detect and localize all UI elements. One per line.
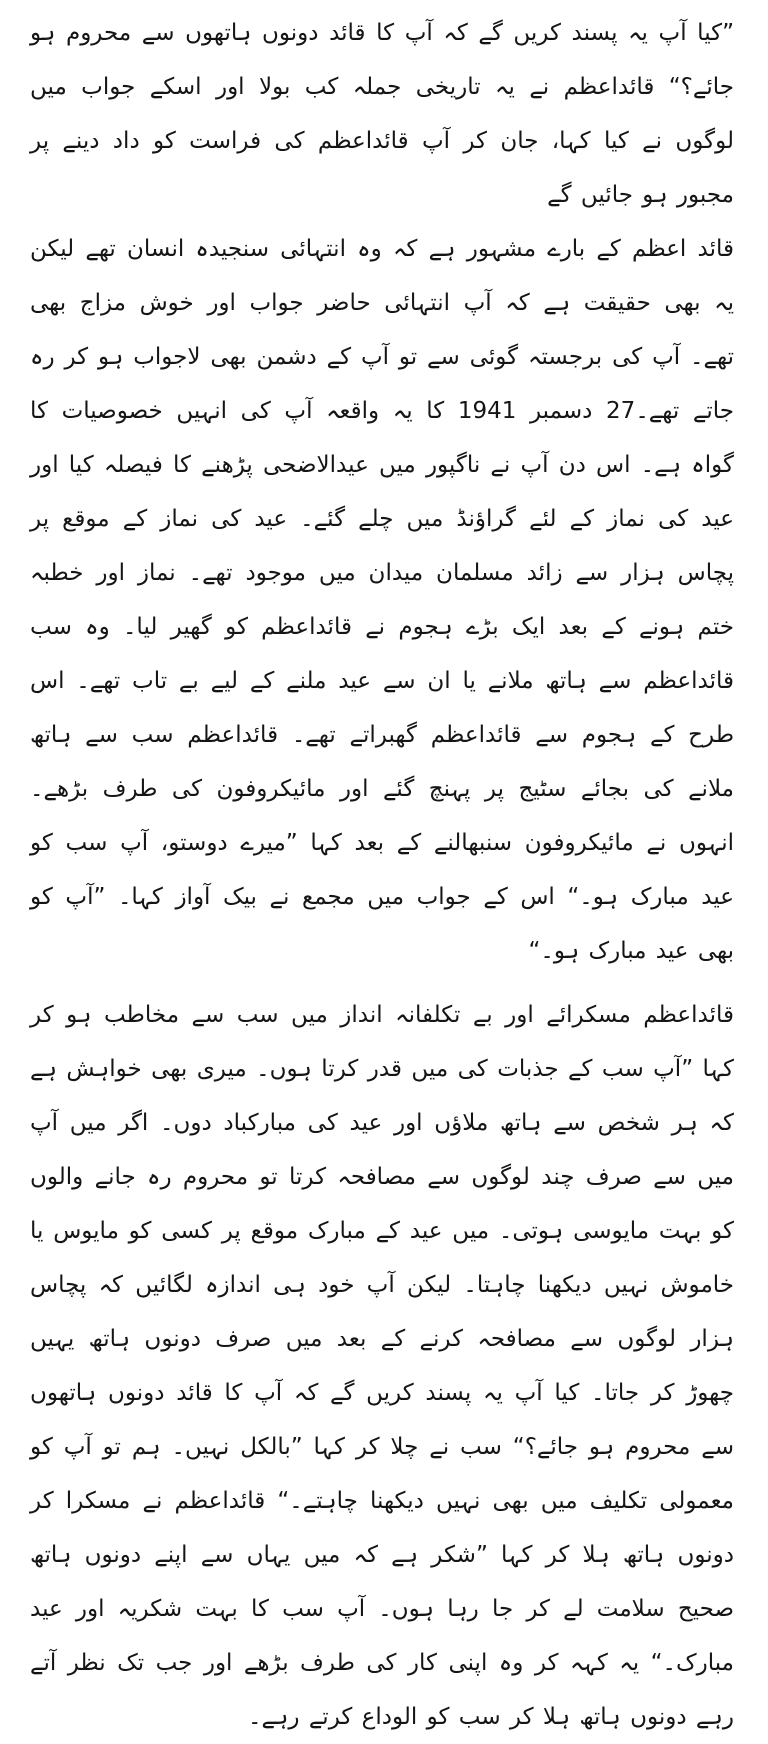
article-paragraph-intro: ”کیا آپ یہ پسند کریں گے کہ آپ کا قائد دونوں ہاتھوں سے محروم ہو جائے؟“ قائداعظم نے یہ تاریخی جملہ کب بولا اور اسکے جواب میں لوگوں نے کیا کہا، جان کر آپ قائداعظم کی فراست کو داد دینے پر مجبور ہو جائیں گے (30, 20, 734, 208)
article-paragraph-event: قائد اعظم کے بارے مشہور ہے کہ وہ انتہائی سنجیدہ انسان تھے لیکن یہ بھی حقیقت ہے کہ آپ انتہائی حاضر جواب اور خوش مزاج بھی تھے۔ آپ کی برجستہ گوئی سے تو آپ کے دشمن بھی لاجواب ہو کر رہ جاتے تھے۔27 دسمبر 1941 کا یہ واقعہ آپ کی انہیں خصوصیات کا گواہ ہے۔ اس دن آپ نے ناگپور میں عیدالاضحی پڑھنے کا فیصلہ کیا اور عید کی نماز کے لئے گراؤنڈ میں چلے گئے۔ عید کی نماز کے موقع پر پچاس ہزار سے زائد مسلمان میدان میں موجود تھے۔ نماز اور خطبہ ختم ہونے کے بعد ایک بڑے ہجوم نے قائداعظم کو گھیر لیا۔ وہ سب قائداعظم سے ہاتھ ملانے یا ان سے عید ملنے کے لیے بے تاب تھے۔ اس طرح کے ہجوم سے قائداعظم گھبراتے تھے۔ قائداعظم سب سے ہاتھ ملانے کی بجائے سٹیج پر پہنچ گئے اور مائیکروفون کی طرف بڑھے۔ انہوں نے مائیکروفون سنبھالنے کے بعد کہا ”میرے دوستو، آپ سب کو عید مبارک ہو۔“ اس کے جواب میں مجمع نے بیک آواز کہا۔ ”آپ کو بھی عید مبارک ہو۔“ (30, 236, 734, 964)
article-paragraph-speech: قائداعظم مسکرائے اور بے تکلفانہ انداز میں سب سے مخاطب ہو کر کہا ”آپ سب کے جذبات کی میں قدر کرتا ہوں۔ میری بھی خواہش ہے کہ ہر شخص سے ہاتھ ملاؤں اور عید کی مبارکباد دوں۔ اگر میں آپ میں سے صرف چند لوگوں سے مصافحہ کرتا تو محروم رہ جانے والوں کو بہت مایوسی ہوتی۔ میں عید کے مبارک موقع پر کسی کو مایوس یا خاموش نہیں دیکھنا چاہتا۔ لیکن آپ خود ہی اندازہ لگائیں کہ پچاس ہزار لوگوں سے مصافحہ کرنے کے بعد میں صرف دونوں ہاتھ یہیں چھوڑ کر جاتا۔ کیا آپ یہ پسند کریں گے کہ آپ کا قائد دونوں ہاتھوں سے محروم ہو جائے؟“ سب نے چلا کر کہا ”بالکل نہیں۔ ہم تو آپ کو معمولی تکلیف میں بھی نہیں دیکھنا چاہتے۔“ قائداعظم نے مسکرا کر دونوں ہاتھ ہلا کر کہا ”شکر ہے کہ میں یہاں سے اپنے دونوں ہاتھ صحیح سلامت لے کر جا رہا ہوں۔ آپ سب کا بہت شکریہ اور عید مبارک۔“ یہ کہہ کر وہ اپنی کار کی طرف بڑھے اور جب تک نظر آتے رہے دونوں ہاتھ ہلا کر سب کو الوداع کرتے رہے۔ (30, 1002, 734, 1730)
